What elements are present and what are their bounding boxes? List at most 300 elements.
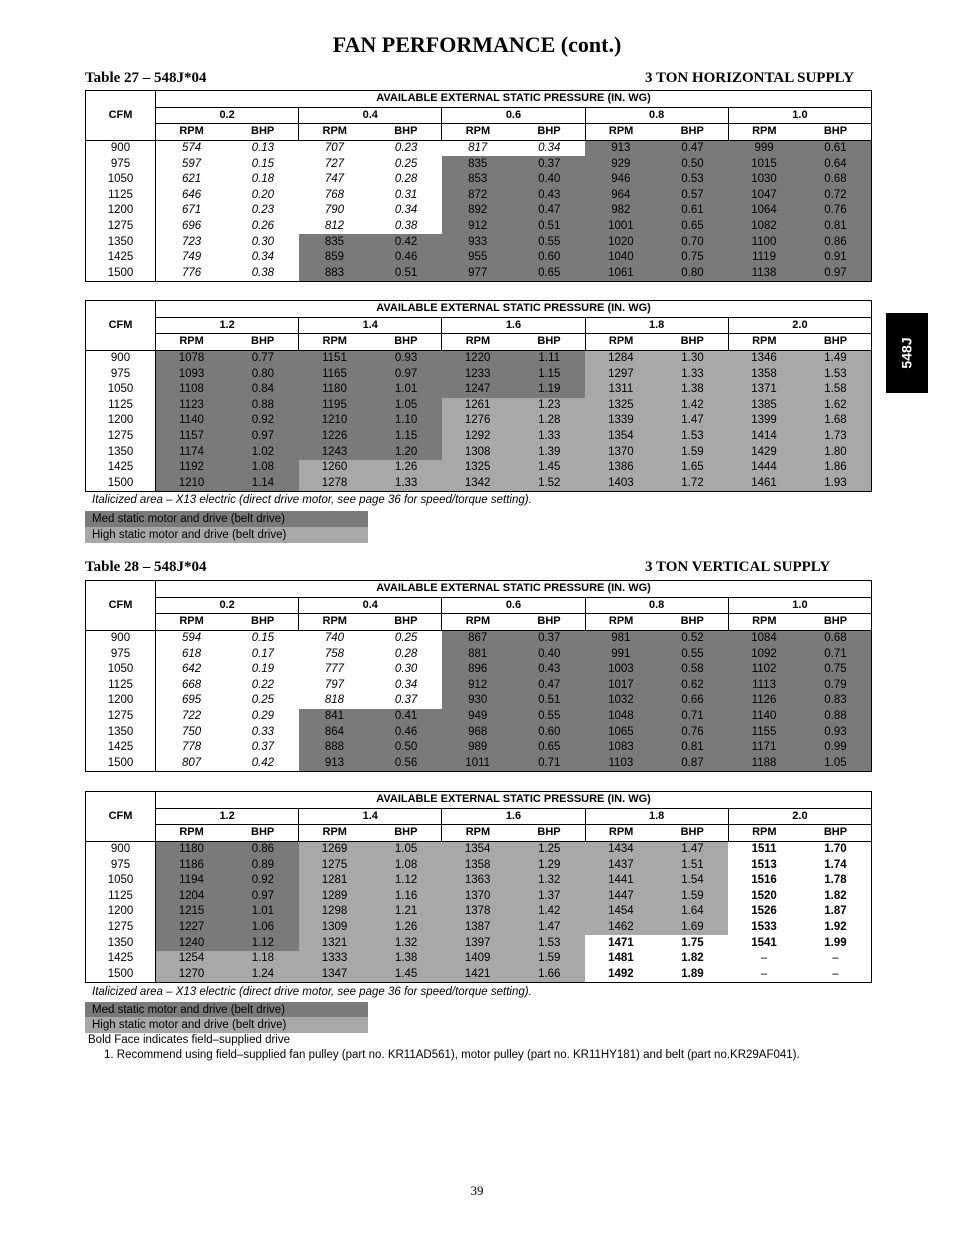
static-pressure-header: AVAILABLE EXTERNAL STATIC PRESSURE (IN. WG) [156,581,872,598]
rpm-value: 1370 [442,889,514,905]
bhp-value: 0.18 [251,173,275,186]
table-27-part-2 [85,300,872,492]
bhp-value: 0.61 [800,140,872,156]
rpm-value: 1108 [156,382,228,398]
rpm-value: 1308 [442,444,514,460]
bhp-value: 1.62 [800,398,872,414]
bhp-value: 0.46 [370,250,442,266]
table-row [86,920,872,936]
table-28-title: Table 28 – 548J*04 [85,559,207,575]
static-pressure-header: AVAILABLE EXTERNAL STATIC PRESSURE (IN. WG) [156,301,872,318]
table-row [86,172,872,188]
bhp-value: 1.59 [657,444,729,460]
rpm-header: RPM [585,825,657,842]
rpm-value: – [760,952,768,965]
table-row [86,630,872,646]
bhp-header: BHP [800,124,872,141]
cfm-value: 975 [86,366,156,382]
rpm-value: 982 [585,203,657,219]
bhp-value: 1.80 [800,444,872,460]
bhp-value: 1.70 [824,843,847,856]
bhp-value: 1.29 [513,857,585,873]
bhp-value: 0.76 [657,724,729,740]
table-row [86,460,872,476]
bhp-value: 0.65 [513,266,585,282]
bhp-value: 1.32 [513,873,585,889]
cfm-value: 975 [86,857,156,873]
bhp-value: 1.15 [370,429,442,445]
rpm-value: 991 [585,646,657,662]
bhp-value: 1.82 [681,952,704,965]
rpm-value: 1270 [156,967,228,983]
rpm-value: 859 [299,250,371,266]
rpm-value: 1155 [728,724,800,740]
cfm-value: 1425 [86,951,156,967]
cfm-header: CFM [86,792,156,842]
bhp-value: 0.31 [394,188,418,201]
bhp-value: 0.88 [800,709,872,725]
bhp-value: 0.23 [251,204,275,217]
bhp-value: 1.21 [370,904,442,920]
rpm-value: 1210 [156,476,228,492]
legend-high-static-28: High static motor and drive (belt drive) [85,1017,368,1033]
rpm-value: 1210 [299,413,371,429]
cfm-value: 1125 [86,678,156,694]
rpm-value: 1444 [728,460,800,476]
bhp-header: BHP [513,124,585,141]
rpm-header: RPM [299,334,371,351]
rpm-value: 1247 [442,382,514,398]
rpm-value: 1123 [156,398,228,414]
cfm-value: 1125 [86,188,156,204]
pressure-header: 0.8 [585,107,728,124]
bhp-value: 0.28 [394,647,418,660]
rpm-value: – [760,967,768,980]
rpm-value: 999 [728,140,800,156]
bhp-value: 0.91 [800,250,872,266]
pulley-recommendation-footnote: 1. Recommend using field–supplied fan pulley (part no. KR11AD561), motor pulley (part no. KR11HY181) and belt (part no.KR29AF041). [104,1049,800,1061]
rpm-value: 864 [299,724,371,740]
table-row [86,234,872,250]
cfm-value: 1050 [86,662,156,678]
bhp-value: 0.42 [370,234,442,250]
bhp-value: 0.43 [513,662,585,678]
cfm-value: 900 [86,841,156,857]
rpm-value: 1174 [156,444,228,460]
rpm-value: 1269 [299,841,371,857]
rpm-value: 1215 [156,904,228,920]
bhp-value: 0.55 [513,709,585,725]
bhp-value: 0.50 [657,156,729,172]
bhp-value: 0.23 [394,142,418,155]
bhp-value: 0.61 [657,203,729,219]
bhp-value: 1.05 [800,756,872,772]
rpm-value: 1297 [585,366,657,382]
rpm-value: 1325 [442,460,514,476]
bhp-value: 0.42 [251,756,275,769]
bhp-value: 1.38 [657,382,729,398]
rpm-value: 1421 [442,967,514,983]
bhp-value: 0.71 [657,709,729,725]
bhp-value: 1.54 [657,873,729,889]
rpm-value: 1409 [442,951,514,967]
bhp-value: 0.86 [227,841,299,857]
bhp-value: 0.37 [251,741,275,754]
bhp-value: 1.69 [657,920,729,936]
bhp-header: BHP [800,614,872,631]
table-row [86,724,872,740]
rpm-value: 1065 [585,724,657,740]
rpm-value: 768 [324,188,345,201]
rpm-value: 1011 [442,756,514,772]
bhp-value: 1.64 [657,904,729,920]
bhp-value: 1.45 [513,460,585,476]
rpm-value: 1385 [728,398,800,414]
rpm-value: 597 [181,157,202,170]
rpm-value: 955 [442,250,514,266]
rpm-value: 841 [299,709,371,725]
table-row [86,266,872,282]
bhp-value: 1.02 [227,444,299,460]
bhp-value: 0.51 [513,219,585,235]
rpm-value: 696 [181,220,202,233]
bhp-value: 0.81 [657,740,729,756]
pressure-header: 1.8 [585,317,728,334]
rpm-value: 949 [442,709,514,725]
rpm-value: 964 [585,188,657,204]
bhp-value: 0.20 [251,188,275,201]
rpm-value: 1020 [585,234,657,250]
bhp-value: 0.80 [657,266,729,282]
bhp-value: 0.72 [800,188,872,204]
bhp-value: 1.14 [227,476,299,492]
rpm-value: 1061 [585,266,657,282]
rpm-value: 912 [442,678,514,694]
rpm-value: 977 [442,266,514,282]
bhp-value: 0.75 [800,662,872,678]
rpm-value: 1204 [156,889,228,905]
rpm-value: 695 [181,694,202,707]
bhp-value: 0.17 [251,647,275,660]
bhp-value: 1.05 [370,841,442,857]
rpm-value: 1454 [585,904,657,920]
pressure-header: 1.0 [728,107,871,124]
bhp-value: 1.33 [513,429,585,445]
rpm-value: 896 [442,662,514,678]
cfm-header: CFM [86,581,156,631]
bhp-value: 0.34 [394,678,418,691]
bhp-value: 0.79 [800,678,872,694]
table-row [86,693,872,709]
rpm-value: 1289 [299,889,371,905]
rpm-value: 1003 [585,662,657,678]
bhp-value: 0.57 [657,188,729,204]
rpm-value: 1358 [442,857,514,873]
rpm-value: 1471 [608,936,634,949]
bhp-value: 1.12 [370,873,442,889]
bhp-value: 0.87 [657,756,729,772]
table-row [86,873,872,889]
rpm-value: 1403 [585,476,657,492]
rpm-value: 1298 [299,904,371,920]
bhp-value: 1.42 [513,904,585,920]
rpm-value: 777 [324,663,345,676]
rpm-header: RPM [728,825,800,842]
bhp-value: 1.68 [800,413,872,429]
bhp-header: BHP [227,334,299,351]
bhp-value: 0.34 [538,142,561,155]
bold-face-footnote: Bold Face indicates field–supplied drive [88,1034,291,1046]
page-title: FAN PERFORMANCE (cont.) [332,32,622,57]
bhp-value: 0.40 [513,172,585,188]
bhp-value: 0.68 [800,630,872,646]
rpm-header: RPM [442,614,514,631]
rpm-value: 1047 [728,188,800,204]
rpm-value: 1015 [728,156,800,172]
table-row [86,756,872,772]
table-row [86,904,872,920]
cfm-value: 1350 [86,234,156,250]
bhp-value: 0.51 [370,266,442,282]
bhp-value: 0.47 [657,140,729,156]
bhp-value: 0.53 [657,172,729,188]
bhp-value: 1.28 [513,413,585,429]
bhp-value: 1.87 [824,905,847,918]
bhp-value: 0.89 [227,857,299,873]
rpm-value: 1309 [299,920,371,936]
rpm-value: 618 [181,647,202,660]
rpm-header: RPM [585,124,657,141]
cfm-value: 1050 [86,382,156,398]
rpm-value: 1363 [442,873,514,889]
rpm-value: 740 [324,632,345,645]
pressure-header: 2.0 [728,808,871,825]
bhp-value: 0.70 [657,234,729,250]
bhp-value: 1.92 [824,921,847,934]
rpm-value: 817 [468,142,488,155]
pressure-header: 1.8 [585,808,728,825]
rpm-value: 1102 [728,662,800,678]
bhp-value: 0.99 [800,740,872,756]
bhp-value: 0.65 [513,740,585,756]
rpm-value: 642 [181,663,202,676]
bhp-value: 1.89 [681,967,704,980]
rpm-value: 1140 [728,709,800,725]
cfm-value: 1500 [86,266,156,282]
rpm-header: RPM [299,124,371,141]
bhp-value: 0.38 [394,220,418,233]
rpm-value: 933 [442,234,514,250]
table-row [86,250,872,266]
bhp-value: 0.71 [800,646,872,662]
side-tab [886,313,928,393]
rpm-value: 1243 [299,444,371,460]
rpm-header: RPM [442,334,514,351]
bhp-value: 1.26 [370,920,442,936]
rpm-value: 1276 [442,413,514,429]
cfm-value: 900 [86,630,156,646]
bhp-value: 0.66 [657,693,729,709]
bhp-value: 1.15 [513,366,585,382]
rpm-header: RPM [156,334,228,351]
bhp-value: 0.33 [251,725,275,738]
bhp-value: 1.75 [681,936,704,949]
bhp-value: 1.74 [824,858,847,871]
table-row [86,188,872,204]
rpm-value: 968 [442,724,514,740]
bhp-value: 0.97 [800,266,872,282]
rpm-value: 1233 [442,366,514,382]
rpm-value: 1447 [585,889,657,905]
rpm-value: 1281 [299,873,371,889]
bhp-value: – [832,967,839,980]
rpm-value: 1346 [728,350,800,366]
rpm-value: 1321 [299,935,371,951]
bhp-value: 0.62 [657,678,729,694]
bhp-value: 1.18 [227,951,299,967]
bhp-header: BHP [800,334,872,351]
cfm-value: 1200 [86,693,156,709]
bhp-value: 1.65 [657,460,729,476]
table-row [86,935,872,951]
rpm-value: 1399 [728,413,800,429]
italic-area-note-28: Italicized area – X13 electric (direct drive motor, see page 36 for speed/torque setting). [92,986,532,998]
rpm-value: 1180 [156,841,228,857]
rpm-header: RPM [442,825,514,842]
bhp-value: 1.45 [370,967,442,983]
rpm-value: 1513 [751,858,777,871]
cfm-value: 975 [86,156,156,172]
table-row [86,740,872,756]
pressure-header: 1.2 [156,808,299,825]
rpm-value: 722 [181,710,202,723]
bhp-value: 1.66 [513,967,585,983]
bhp-value: 1.53 [657,429,729,445]
rpm-value: 671 [181,204,202,217]
rpm-value: 1119 [728,250,800,266]
rpm-value: 872 [442,188,514,204]
rpm-value: 797 [324,678,345,691]
rpm-value: 1370 [585,444,657,460]
rpm-value: 930 [442,693,514,709]
cfm-value: 1500 [86,756,156,772]
bhp-value: 0.47 [513,678,585,694]
bhp-value: 0.28 [394,173,418,186]
cfm-value: 1275 [86,709,156,725]
rpm-header: RPM [442,124,514,141]
rpm-value: 790 [324,204,345,217]
bhp-value: 1.12 [227,935,299,951]
bhp-value: 0.19 [251,663,275,676]
rpm-value: 1358 [728,366,800,382]
rpm-value: 1462 [585,920,657,936]
rpm-value: 888 [299,740,371,756]
cfm-value: 1275 [86,429,156,445]
bhp-value: 0.97 [227,889,299,905]
rpm-value: 807 [181,756,202,769]
rpm-value: 1140 [156,413,228,429]
table-row [86,841,872,857]
pressure-header: 0.6 [442,597,585,614]
bhp-value: 0.68 [800,172,872,188]
bhp-value: 1.05 [370,398,442,414]
rpm-header: RPM [299,614,371,631]
bhp-header: BHP [370,614,442,631]
rpm-value: 1387 [442,920,514,936]
cfm-value: 1275 [86,219,156,235]
cfm-value: 1500 [86,476,156,492]
table-row [86,366,872,382]
side-tab-label: 548J [899,337,915,369]
rpm-value: 1180 [299,382,371,398]
rpm-value: 1064 [728,203,800,219]
page-number: 39 [470,1183,484,1198]
bhp-value: 0.88 [227,398,299,414]
table-row [86,951,872,967]
bhp-value: 0.30 [251,235,275,248]
bhp-value: 1.99 [824,936,847,949]
bhp-value: 0.92 [227,413,299,429]
bhp-value: 1.58 [800,382,872,398]
bhp-value: 0.38 [251,266,275,279]
cfm-value: 1425 [86,250,156,266]
rpm-value: 1220 [442,350,514,366]
bhp-value: 0.13 [251,142,275,155]
table-row [86,398,872,414]
bhp-value: 1.10 [370,413,442,429]
bhp-header: BHP [227,124,299,141]
rpm-value: 1192 [156,460,228,476]
bhp-value: 0.25 [394,632,418,645]
bhp-header: BHP [513,614,585,631]
rpm-value: 913 [299,756,371,772]
rpm-value: 1092 [728,646,800,662]
rpm-value: 1138 [728,266,800,282]
bhp-value: 1.23 [513,398,585,414]
bhp-value: 1.33 [657,366,729,382]
rpm-value: 981 [585,630,657,646]
bhp-value: 1.26 [370,460,442,476]
bhp-value: 0.15 [251,157,275,170]
bhp-value: 0.97 [227,429,299,445]
bhp-value: 1.93 [800,476,872,492]
pressure-header: 1.0 [728,597,871,614]
bhp-value: 0.34 [394,204,418,217]
rpm-header: RPM [728,124,800,141]
rpm-value: 646 [181,188,202,201]
bhp-header: BHP [370,825,442,842]
rpm-value: 1284 [585,350,657,366]
cfm-value: 975 [86,646,156,662]
rpm-value: 946 [585,172,657,188]
rpm-value: 853 [442,172,514,188]
table-27-heading [85,70,871,90]
table-28-part-1 [85,580,872,772]
bhp-value: 1.20 [370,444,442,460]
bhp-value: 0.37 [513,156,585,172]
rpm-value: 912 [442,219,514,235]
bhp-value: 0.71 [513,756,585,772]
rpm-value: 1048 [585,709,657,725]
bhp-value: 0.65 [657,219,729,235]
rpm-header: RPM [585,614,657,631]
rpm-value: 1084 [728,630,800,646]
rpm-value: 883 [299,266,371,282]
bhp-value: 0.15 [251,632,275,645]
rpm-value: 1040 [585,250,657,266]
cfm-value: 1425 [86,460,156,476]
bhp-value: 0.83 [800,693,872,709]
